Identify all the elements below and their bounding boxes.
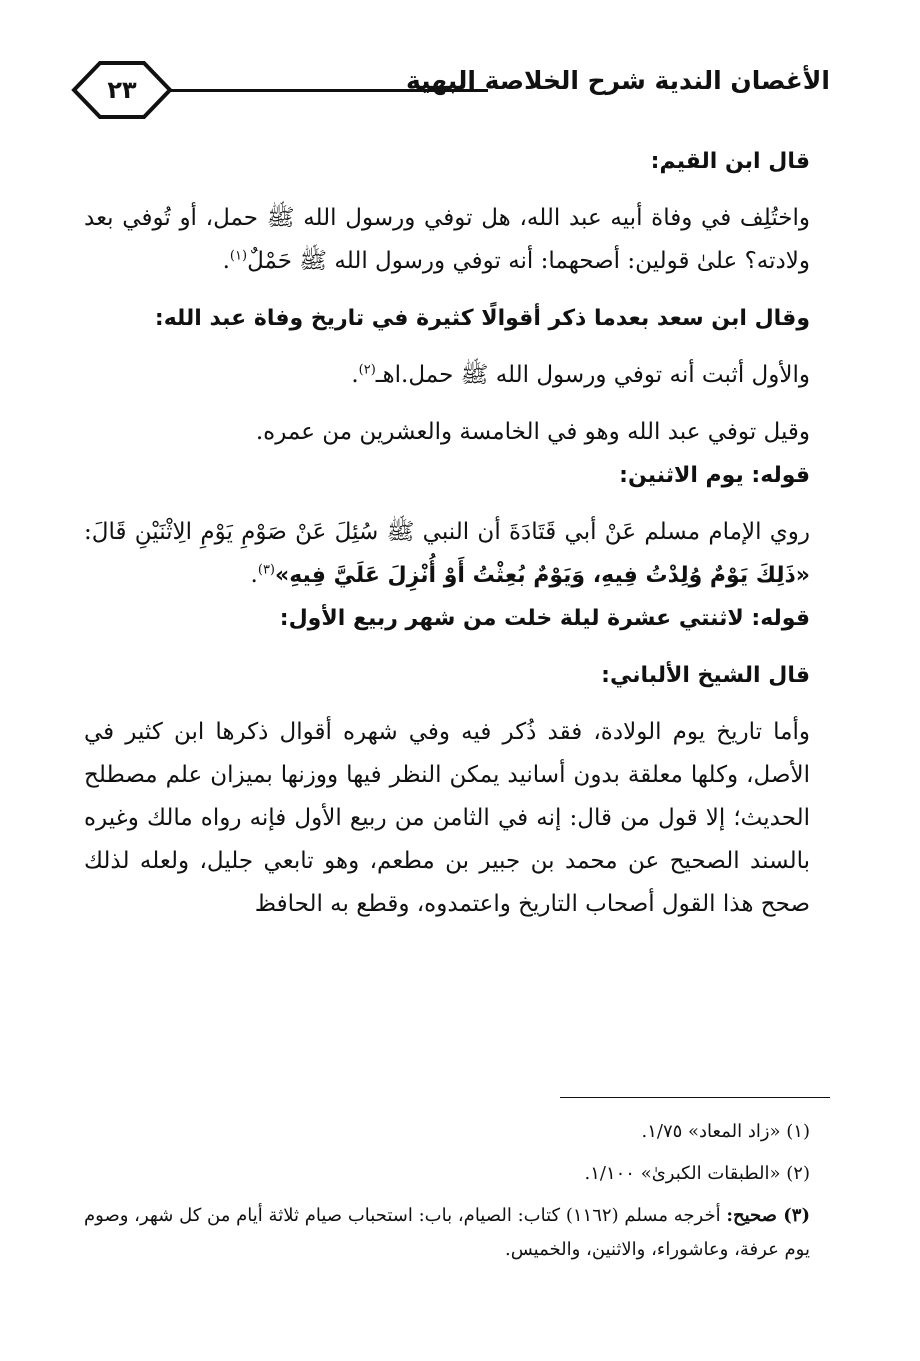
footnote-ref-3[interactable]: (٣)	[257, 562, 275, 578]
paragraph-birth-date: وأما تاريخ يوم الولادة، فقد ذُكر فيه وفي شهره أقوال ذكرها ابن كثير في الأصل، وكلها معلقة بدون أسانيد يمكن النظر فيها ووزنها بميزان علم مصطلح الحديث؛ إلا قول من قال: إنه في الثامن من ربيع الأول فإنه رواه مالك وغيره بالسند الصحيح عن محمد بن جبير بن مطعم، وهو تابعي جليل، ولعله لذلك صحح هذا القول أصحاب التاريخ واعتمدوه، وقطع به الحافظ	[84, 719, 810, 917]
footnote-3-label: (٣) صحيح:	[726, 1205, 810, 1226]
footnote-3-text: أخرجه مسلم (١١٦٢) كتاب: الصيام، باب: استحباب صيام ثلاثة أيام من كل شهر، وصوم يوم عرفة، وعاشوراء، والاثنين، والخميس.	[84, 1205, 810, 1260]
paragraph-ibn-saad: وقال ابن سعد بعدما ذكر أقوالًا كثيرة في تاريخ وفاة عبد الله:	[154, 306, 810, 331]
footnote-2: (٢) «الطبقات الكبرىٰ» ١/١٠٠.	[584, 1163, 810, 1184]
paragraph-text: واختُلِف في وفاة أبيه عبد الله، هل توفي ورسول الله ﷺ حمل، أو تُوفي بعد ولادته؟ علىٰ قولين: أصحهما: أنه توفي ورسول الله ﷺ حَمْلٌ	[84, 205, 810, 274]
page-number-badge	[70, 60, 174, 120]
paragraph-text: روي الإمام مسلم عَنْ أبي قَتَادَةَ أن النبي ﷺ سُئِلَ عَنْ صَوْمِ يَوْمِ الِاثْنَيْنِ قَالَ:	[84, 519, 810, 545]
footnote-3	[84, 1199, 810, 1267]
footnote-ref-1[interactable]: (١)	[229, 248, 248, 264]
paragraph-first-proven: والأول أثبت أنه توفي ورسول الله ﷺ حمل.اهـ$^{(٢)}$.	[351, 362, 810, 388]
footnote-1: (١) «زاد المعاد» ١/٧٥.	[641, 1121, 810, 1142]
section-heading-rabi: قوله: لاثنتي عشرة ليلة خلت من شهر ربيع الأول:	[279, 606, 810, 631]
paragraph-ibn-qayyim-heading: قال ابن القيم:	[650, 149, 810, 174]
page-number: ٢٣	[107, 76, 137, 104]
footnotes	[84, 1115, 810, 1275]
main-text	[84, 140, 810, 926]
paragraph-hadith-monday: روي الإمام مسلم عَنْ أبي قَتَادَةَ أن النبي ﷺ سُئِلَ عَنْ صَوْمِ يَوْمِ الِاثْنَيْنِ قَالَ: «ذَلِكَ يَوْمٌ وُلِدْتُ فِيهِ، وَيَوْمٌ بُعِثْتُ أَوْ أُنْزِلَ عَلَيَّ فِيهِ»$^{(٣)}$.	[84, 519, 810, 588]
paragraph-albani-heading: قال الشيخ الألباني:	[601, 663, 810, 688]
footnote-separator	[560, 1097, 830, 1098]
paragraph-father-death: واختُلِف في وفاة أبيه عبد الله، هل توفي ورسول الله ﷺ حمل، أو تُوفي بعد ولادته؟ علىٰ قولين: أصحهما: أنه توفي ورسول الله ﷺ حَمْلٌ$^{(١)}$.	[84, 205, 810, 274]
page-header	[70, 60, 830, 120]
paragraph-text: والأول أثبت أنه توفي ورسول الله ﷺ حمل.اهـ	[375, 362, 810, 388]
paragraph-age-at-death: وقيل توفي عبد الله وهو في الخامسة والعشرين من عمره.	[255, 419, 810, 445]
hadith-quote: «ذَلِكَ يَوْمٌ وُلِدْتُ فِيهِ، وَيَوْمٌ بُعِثْتُ أَوْ أُنْزِلَ عَلَيَّ فِيهِ»	[275, 563, 810, 588]
section-heading-monday: قوله: يوم الاثنين:	[619, 463, 810, 488]
footnote-ref-2[interactable]: (٢)	[358, 362, 376, 378]
book-title: الأغصان الندية شرح الخلاصة البهية	[405, 66, 830, 95]
